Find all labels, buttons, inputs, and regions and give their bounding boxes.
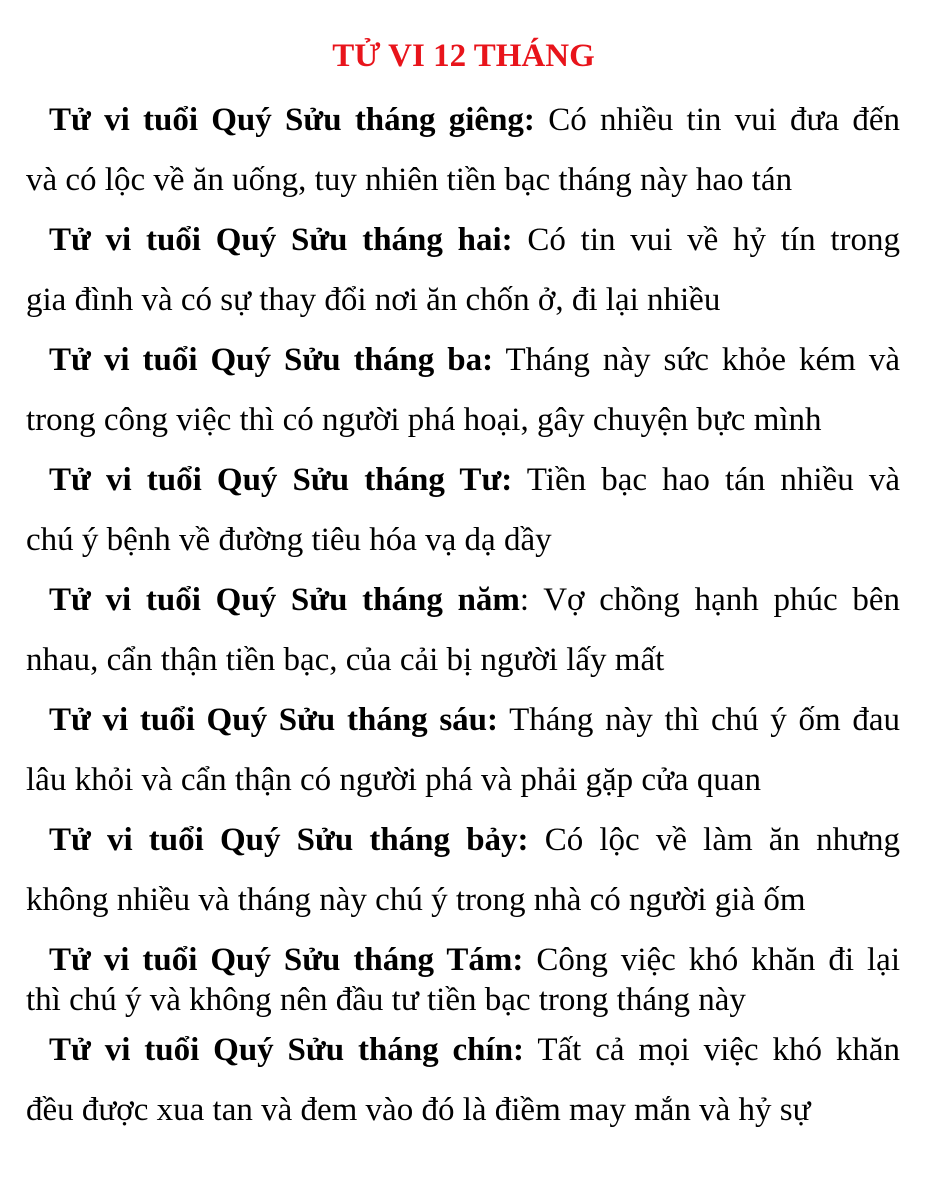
entry-thang-chin (26, 1030, 900, 1130)
entry-line-1 (26, 100, 900, 140)
entry-text: Tất cả mọi việc khó khăn (524, 1032, 900, 1068)
entry-text: Có tin vui về hỷ tín trong (512, 222, 900, 258)
entry-line-1 (26, 700, 900, 740)
entry-thang-bay (26, 820, 900, 920)
entry-line-2: đều được xua tan và đem vào đó là điềm may mắn và hỷ sự (26, 1092, 811, 1128)
entry-line-2: lâu khỏi và cẩn thận có người phá và phải gặp cửa quan (26, 762, 761, 798)
entry-line-2: và có lộc về ăn uống, tuy nhiên tiền bạc tháng này hao tán (26, 162, 793, 198)
entry-heading: Tử vi tuổi Quý Sửu tháng chín: (49, 1032, 525, 1068)
entry-thang-nam (26, 580, 900, 680)
entry-text: : Vợ chồng hạnh phúc bên (519, 582, 900, 618)
entry-heading: Tử vi tuổi Quý Sửu tháng ba: (49, 342, 494, 378)
entry-text: Có nhiều tin vui đưa đến (534, 102, 900, 138)
entry-line-1 (26, 940, 900, 980)
entry-line-2: thì chú ý và không nên đầu tư tiền bạc trong tháng này (26, 982, 746, 1018)
entry-heading: Tử vi tuổi Quý Sửu tháng hai: (49, 222, 513, 258)
entry-line-2: không nhiều và tháng này chú ý trong nhà có người già ốm (26, 882, 806, 918)
entry-heading: Tử vi tuổi Quý Sửu tháng sáu: (49, 702, 499, 738)
entry-thang-sau (26, 700, 900, 800)
entry-text: Có lộc về làm ăn nhưng (528, 822, 900, 858)
entry-thang-gieng (26, 100, 900, 200)
entry-line-1 (26, 340, 900, 380)
entry-line-1 (26, 220, 900, 260)
entry-text: Công việc khó khăn đi lại (523, 942, 900, 978)
entry-heading: Tử vi tuổi Quý Sửu tháng Tư: (49, 462, 513, 498)
entry-line-2: chú ý bệnh về đường tiêu hóa vạ dạ dầy (26, 522, 552, 558)
entry-line-1 (26, 580, 900, 620)
entry-thang-hai (26, 220, 900, 320)
entry-heading: Tử vi tuổi Quý Sửu tháng giêng: (49, 102, 535, 138)
entry-heading: Tử vi tuổi Quý Sửu tháng năm (49, 582, 520, 618)
entry-heading: Tử vi tuổi Quý Sửu tháng Tám: (49, 942, 524, 978)
entry-thang-tu (26, 460, 900, 560)
entry-line-1 (26, 1030, 900, 1070)
entry-text: Tháng này thì chú ý ốm đau (498, 702, 900, 738)
entry-thang-ba (26, 340, 900, 440)
entry-text: Tiền bạc hao tán nhiều và (512, 462, 900, 498)
page-title: TỬ VI 12 THÁNG (332, 38, 595, 74)
entry-line-2: gia đình và có sự thay đổi nơi ăn chốn ở, đi lại nhiều (26, 282, 721, 318)
entry-line-2: nhau, cẩn thận tiền bạc, của cải bị người lấy mất (26, 642, 665, 678)
entry-thang-tam (26, 940, 900, 1020)
entry-line-2: trong công việc thì có người phá hoại, gây chuyện bực mình (26, 402, 822, 438)
entry-line-1 (26, 460, 900, 500)
entry-line-1 (26, 820, 900, 860)
entry-heading: Tử vi tuổi Quý Sửu tháng bảy: (49, 822, 529, 858)
entry-text: Tháng này sức khỏe kém và (493, 342, 900, 378)
